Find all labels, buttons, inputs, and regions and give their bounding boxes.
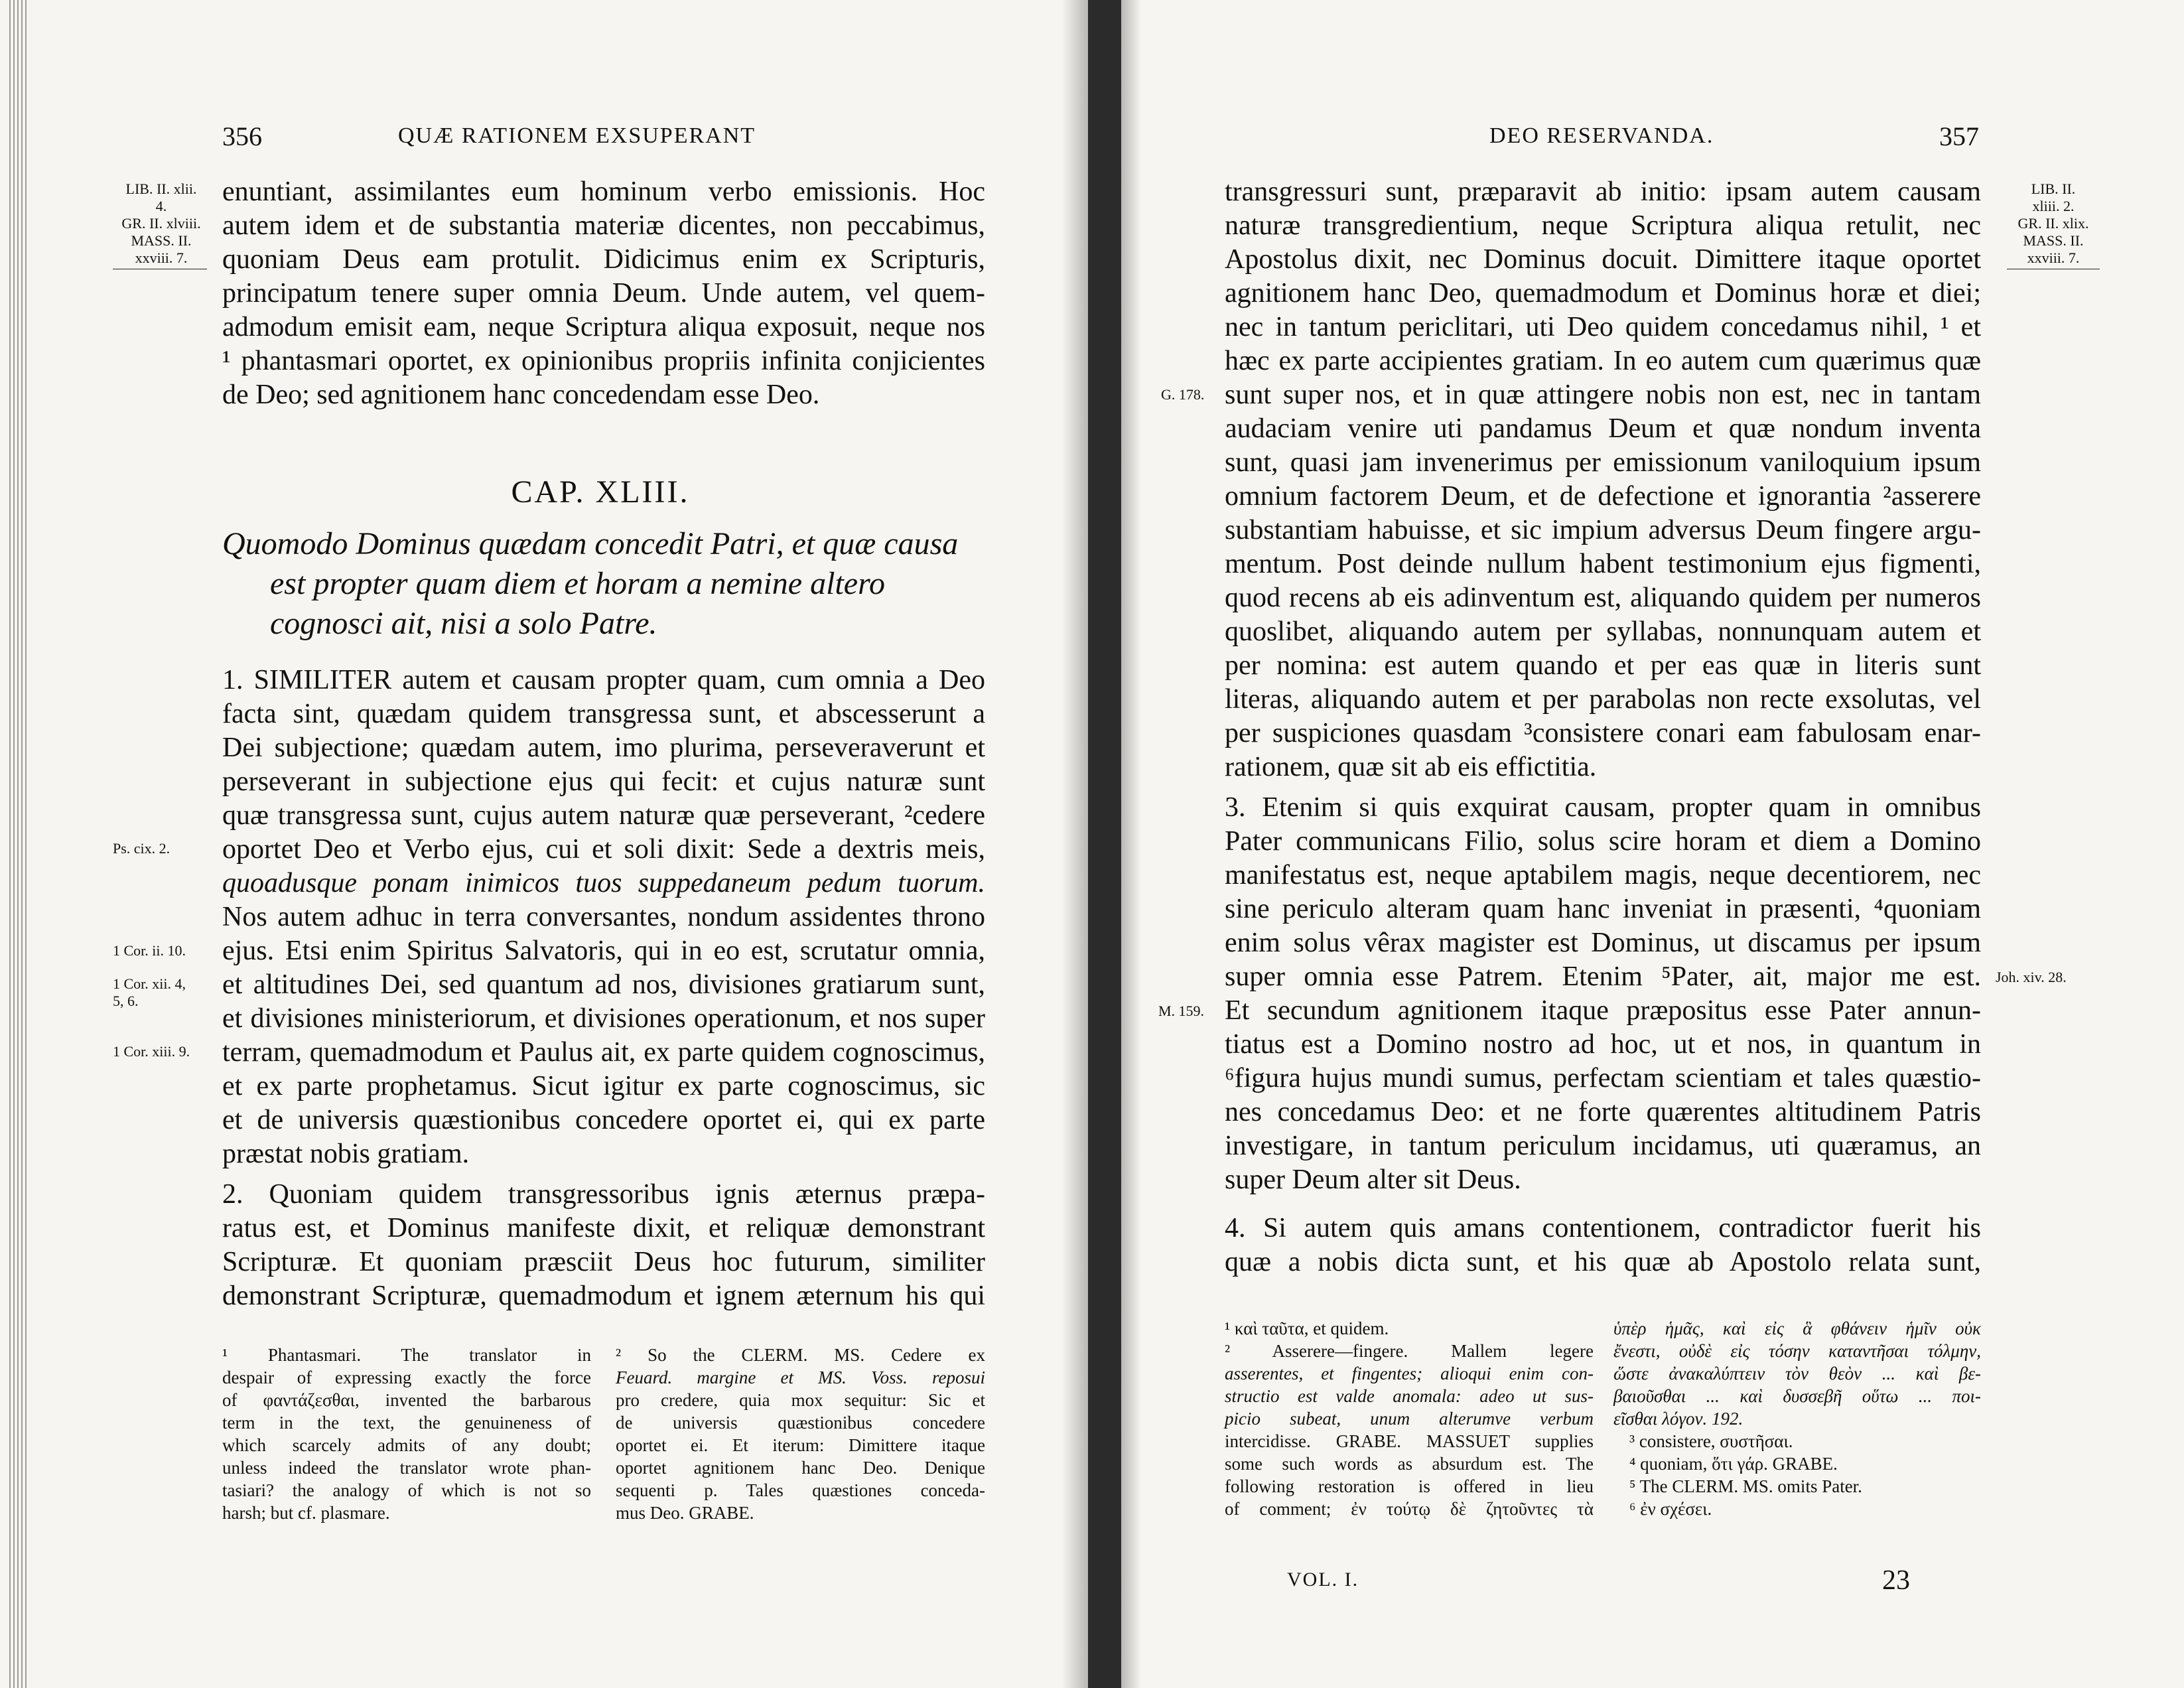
footnote-line: despair of expressing exactly the force xyxy=(222,1368,591,1387)
text-line: quoniam Deus eam protulit. Didicimus enim ex Scripturis, xyxy=(222,244,985,275)
text-line: mentum. Post deinde nullum habent testimonium ejus figmenti, xyxy=(1225,549,1981,579)
page-edge-lines xyxy=(9,0,29,1688)
text-line: enim solus vêrax magister est Dominus, ut discamus per ipsum xyxy=(1225,928,1981,958)
footnote-line: ¹ καὶ ταῦτα, et quidem. xyxy=(1225,1318,1389,1338)
text-line: omnium factorem Deum, et de defectione et ignorantia ²asserere xyxy=(1225,481,1981,512)
text-line: et divisiones ministeriorum, et divisiones operationum, et nos super xyxy=(222,1003,985,1034)
left-page xyxy=(0,0,1088,1688)
footnote-line: ἔνεστι, οὐδὲ εἰς τόσην καταντῆσαι τόλμην, xyxy=(1613,1341,1981,1361)
footnote-line: ² Asserere—fingere. Mallem legere xyxy=(1225,1341,1594,1361)
gutter-shadow xyxy=(1061,0,1088,1688)
running-head-left: QUÆ RATIONEM EXSUPERANT xyxy=(398,123,756,148)
footnote-line: following restoration is offered in lieu xyxy=(1225,1476,1594,1496)
signature-volume: VOL. I. xyxy=(1287,1569,1359,1590)
text-line: ejus. Etsi enim Spiritus Salvatoris, qui in eo est, scrutatur omnia, xyxy=(222,936,985,966)
text-line: et altitudines Dei, sed quantum ad nos, divisiones gratiarum sunt, xyxy=(222,969,985,1000)
text-line: quæ a nobis dicta sunt, et his quæ ab Apostolo relata sunt, xyxy=(1225,1247,1981,1277)
text-line: substantiam habuisse, et sic impium adversus Deum fingere argu- xyxy=(1225,515,1981,545)
margin-ref-g: G. 178. xyxy=(1161,386,1205,403)
subtitle-line: est propter quam diem et horam a nemine altero xyxy=(270,566,885,601)
page-number-left: 356 xyxy=(222,121,262,151)
margin-ref-cor: 1 Cor. xii. 4, 5, 6. xyxy=(113,975,186,1009)
text-line: enuntiant, assimilantes eum hominum verbo emissionis. Hoc xyxy=(222,176,985,207)
footnote-line: ὑπὲρ ἡμᾶς, καὶ εἰς ἃ φθάνειν ἡμῖν οὐκ xyxy=(1613,1318,1981,1338)
text-line: ⁶figura hujus mundi sumus, perfectam scientiam et tales quæstio- xyxy=(1225,1063,1981,1093)
footnote-line: of comment; ἐν τούτῳ δὲ ζητοῦντες τὰ xyxy=(1225,1499,1594,1519)
footnote-line: asserentes, et fingentes; alioqui enim con- xyxy=(1225,1364,1594,1383)
text-line: principatum tenere super omnia Deum. Unde autem, vel quem- xyxy=(222,278,985,309)
text-line: per suspiciones quasdam ³consistere conari eam fabulosam enar- xyxy=(1225,718,1981,748)
footnote-line: ⁵ The CLERM. MS. omits Pater. xyxy=(1629,1476,1862,1496)
subtitle-line: cognosci ait, nisi a solo Patre. xyxy=(270,606,657,641)
footnote-line: of φαντάζεσθαι, invented the barbarous xyxy=(222,1390,591,1410)
text-line: quoslibet, aliquando autem per syllabas, nonnunquam autem et xyxy=(1225,616,1981,647)
chapter-title: CAP. XLIII. xyxy=(511,474,690,510)
text-line: oportet Deo et Verbo ejus, cui et soli dixit: Sede a dextris meis, xyxy=(222,834,985,865)
text-line: Pater communicans Filio, solus scire horam et diem a Domino xyxy=(1225,826,1981,857)
text-line: Dei subjectione; quædam autem, imo plurima, perseveraverunt et xyxy=(222,733,985,763)
margin-ref-cor: 1 Cor. xiii. 9. xyxy=(113,1043,190,1060)
text-line: sine periculo alteram quam hanc inveniat in præsenti, ⁴quoniam xyxy=(1225,894,1981,924)
text-line: naturæ transgredientium, neque Scriptura aliqua retulit, nec xyxy=(1225,210,1981,241)
footnote-line: mus Deo. GRABE. xyxy=(616,1503,754,1523)
text-line: hæc ex parte accipientes gratiam. In eo autem cum quærimus quæ xyxy=(1225,346,1981,376)
text-line: nes concedamus Deo: et ne forte quærentes altitudinem Patris xyxy=(1225,1097,1981,1127)
text-line: per nomina: est autem quando et per eas quæ in literis sunt xyxy=(1225,650,1981,681)
footnote-line: term in the text, the genuineness of xyxy=(222,1413,591,1433)
margin-ref-book: LIB. II. xlii. 4. GR. II. xlviii. MASS. II. xxviii. 7. xyxy=(121,180,201,266)
text-line: ¹ phantasmari oportet, ex opinionibus propriis infinita conjicientes xyxy=(222,346,985,376)
text-line: Apostolus dixit, nec Dominus docuit. Dimittere itaque oportet xyxy=(1225,244,1981,275)
text-line: et ex parte prophetamus. Sicut igitur ex parte cognoscimus, sic xyxy=(222,1071,985,1101)
text-line: Et secundum agnitionem itaque præpositus esse Pater annun- xyxy=(1225,995,1981,1026)
margin-ref-book: LIB. II. xliii. 2. GR. II. xlix. MASS. II. xxviii. 7. xyxy=(2017,180,2089,266)
signature-number: 23 xyxy=(1882,1565,1910,1596)
footnote-line: ¹ Phantasmari. The translator in xyxy=(222,1345,591,1365)
text-line: Nos autem adhuc in terra conversantes, nondum assidentes throno xyxy=(222,902,985,932)
footnote-line: oportet ei. Et iterum: Dimittere itaque xyxy=(616,1435,985,1455)
page-number-right: 357 xyxy=(1939,121,1979,151)
text-line: rationem, quæ sit ab eis effictitia. xyxy=(1225,752,1597,782)
text-line: Scripturæ. Et quoniam præsciit Deus hoc futurum, similiter xyxy=(222,1247,985,1277)
text-line: ratus est, et Dominus manifeste dixit, et reliquæ demonstrant xyxy=(222,1213,985,1243)
text-line: demonstrant Scripturæ, quemadmodum et ignem æternum his qui xyxy=(222,1281,985,1311)
footnote-line: oportet agnitionem hanc Deo. Denique xyxy=(616,1458,985,1478)
text-line: agnitionem hanc Deo, quemadmodum et Dominus horæ et diei; xyxy=(1225,278,1981,309)
footnote-line: unless indeed the translator wrote phan- xyxy=(222,1458,591,1478)
text-line: nec in tantum periclitari, uti Deo quidem concedamus nihil, ¹ et xyxy=(1225,312,1981,342)
text-line: perseverant in subjectione ejus qui fecit: et cujus naturæ sunt xyxy=(222,766,985,797)
text-line: facta sint, quædam quidem transgressa sunt, et abscesserunt a xyxy=(222,699,985,729)
footnote-line: ⁶ ἐν σχέσει. xyxy=(1629,1499,1712,1519)
footnote-line: de universis quæstionibus concedere xyxy=(616,1413,985,1433)
text-line: quod recens ab eis adinventum est, aliquando quidem per numeros xyxy=(1225,583,1981,613)
text-line: terram, quemadmodum et Paulus ait, ex parte quidem cognoscimus, xyxy=(222,1037,985,1068)
footnote-line: sequenti p. Tales quæstiones conceda- xyxy=(616,1480,985,1500)
footnote-line: which scarcely admits of any doubt; xyxy=(222,1435,591,1455)
footnote-line: pro credere, quia mox sequitur: Sic et xyxy=(616,1390,985,1410)
footnote-line: Feuard. margine et MS. Voss. reposui xyxy=(616,1368,985,1387)
footnote-line: structio est valde anomala: adeo ut sus- xyxy=(1225,1386,1594,1406)
text-line: tiatus est a Domino nostro ad hoc, ut et nos, in quantum in xyxy=(1225,1029,1981,1060)
text-line: investigare, in tantum periculum incidamus, uti quæramus, an xyxy=(1225,1131,1981,1161)
text-line: super omnia esse Patrem. Etenim ⁵Pater, ait, major me est. xyxy=(1225,961,1981,992)
footnote-line: harsh; but cf. plasmare. xyxy=(222,1503,390,1523)
footnote-line: intercidisse. GRABE. MASSUET supplies xyxy=(1225,1431,1594,1451)
text-line: audaciam venire uti pandamus Deum et quæ nondum inventa xyxy=(1225,413,1981,444)
text-line: quoadusque ponam inimicos tuos suppedaneum pedum tuorum. xyxy=(222,868,985,898)
footnote-line: ὥστε ἀνακαλύπτειν τὸν θεὸν ... καὶ βε- xyxy=(1613,1364,1981,1383)
subtitle-line: Quomodo Dominus quædam concedit Patri, et quæ causa xyxy=(222,526,959,561)
text-line: 1. SIMILITER autem et causam propter quam, cum omnia a Deo xyxy=(222,665,985,695)
footnote-line: tasiari? the analogy of which is not so xyxy=(222,1480,591,1500)
footnote-line: picio subeat, unum alterumve verbum xyxy=(1225,1409,1594,1429)
text-line: quæ transgressa sunt, cujus autem naturæ quæ perseverant, ²cedere xyxy=(222,800,985,831)
footnote-line: ² So the CLERM. MS. Cedere ex xyxy=(616,1345,985,1365)
text-line: autem idem et de substantia materiæ dicentes, non peccabimus, xyxy=(222,210,985,241)
margin-ref-psalm: Ps. cix. 2. xyxy=(113,840,171,857)
text-line: admodum emisit eam, neque Scriptura aliqua exposuit, neque nos xyxy=(222,312,985,342)
text-line: super Deum alter sit Deus. xyxy=(1225,1164,1521,1195)
text-line: præstat nobis gratiam. xyxy=(222,1139,470,1169)
text-line: et de universis quæstionibus concedere oportet ei, qui ex parte xyxy=(222,1105,985,1135)
right-page xyxy=(1121,0,2184,1688)
text-line: 2. Quoniam quidem transgressoribus ignis æternus præpa- xyxy=(222,1179,985,1210)
footnote-line: εῖσθαι λόγον. 192. xyxy=(1613,1409,1743,1429)
text-line: de Deo; sed agnitionem hanc concedendam esse Deo. xyxy=(222,380,820,410)
margin-ref-cor: 1 Cor. ii. 10. xyxy=(113,942,186,959)
footnote-line: some such words as absurdum est. The xyxy=(1225,1454,1594,1474)
text-line: 4. Si autem quis amans contentionem, contradictor fuerit his xyxy=(1225,1213,1981,1243)
text-line: literas, aliquando autem et per parabolas non recte exsolutas, vel xyxy=(1225,684,1981,715)
footnote-line: βαιοῦσθαι ... καὶ δυσσεβῆ οὕτω ... ποι- xyxy=(1613,1386,1981,1406)
margin-ref-m: M. 159. xyxy=(1158,1003,1205,1019)
running-head-right: DEO RESERVANDA. xyxy=(1489,123,1714,148)
margin-ref-john: Joh. xiv. 28. xyxy=(1996,969,2067,985)
text-line: manifestatus est, neque aptabilem magis, neque decentiorem, nec xyxy=(1225,860,1981,890)
footnote-line: ³ consistere, συστῆσαι. xyxy=(1629,1431,1793,1451)
text-line: sunt, quasi jam invenerimus per emissionum vaniloquium ipsum xyxy=(1225,447,1981,478)
text-line: sunt super nos, et in quæ attingere nobis non est, nec in tantam xyxy=(1225,380,1981,410)
gutter-shadow xyxy=(1121,0,1141,1688)
footnote-line: ⁴ quoniam, ὅτι γάρ. GRABE. xyxy=(1629,1454,1838,1474)
text-line: 3. Etenim si quis exquirat causam, propter quam in omnibus xyxy=(1225,792,1981,823)
text-line: transgressuri sunt, præparavit ab initio: ipsam autem causam xyxy=(1225,176,1981,207)
